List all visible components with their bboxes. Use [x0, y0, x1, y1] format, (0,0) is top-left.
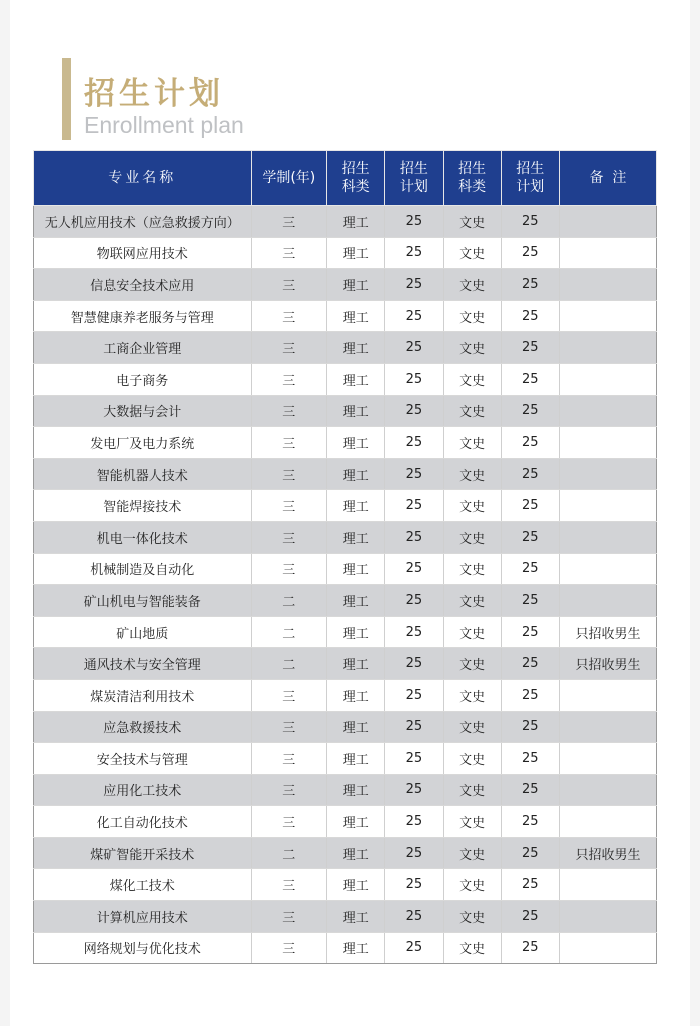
cell-remark: [559, 585, 656, 617]
cell-years: 三: [251, 774, 327, 806]
header-category-2: 招生 科类: [443, 151, 501, 206]
cell-years: 三: [251, 237, 327, 269]
cell-plan-2: 25: [501, 711, 559, 743]
table-row: [34, 679, 657, 711]
cell-remark: 只招收男生: [559, 648, 656, 680]
title-accent-bar: [62, 58, 71, 140]
cell-category-2: 文史: [443, 237, 501, 269]
cell-category-2: 文史: [443, 363, 501, 395]
cell-category-2: 文史: [443, 332, 501, 364]
cell-category-1: 理工: [327, 458, 385, 490]
cell-category-2: 文史: [443, 932, 501, 964]
page-title: 招生计划: [84, 76, 224, 112]
header-plan-2: 招生 计划: [501, 151, 559, 206]
cell-category-2: 文史: [443, 616, 501, 648]
cell-years: 三: [251, 395, 327, 427]
cell-major-name: 机械制造及自动化: [34, 553, 252, 585]
cell-category-2: 文史: [443, 458, 501, 490]
cell-plan-2: 25: [501, 521, 559, 553]
cell-plan-2: 25: [501, 743, 559, 775]
cell-years: 三: [251, 901, 327, 933]
cell-years: 三: [251, 458, 327, 490]
cell-category-1: 理工: [327, 648, 385, 680]
cell-major-name: 计算机应用技术: [34, 901, 252, 933]
cell-major-name: 发电厂及电力系统: [34, 427, 252, 459]
cell-category-2: 文史: [443, 869, 501, 901]
cell-major-name: 矿山机电与智能装备: [34, 585, 252, 617]
cell-plan-1: 25: [385, 901, 443, 933]
cell-plan-1: 25: [385, 616, 443, 648]
cell-years: 三: [251, 743, 327, 775]
table-row: [34, 806, 657, 838]
cell-plan-1: 25: [385, 206, 443, 238]
cell-years: 三: [251, 553, 327, 585]
table-row: [34, 774, 657, 806]
cell-plan-1: 25: [385, 648, 443, 680]
cell-category-2: 文史: [443, 490, 501, 522]
cell-major-name: 物联网应用技术: [34, 237, 252, 269]
table-body: [34, 206, 657, 964]
cell-plan-1: 25: [385, 837, 443, 869]
cell-category-1: 理工: [327, 553, 385, 585]
cell-plan-1: 25: [385, 553, 443, 585]
cell-plan-2: 25: [501, 300, 559, 332]
cell-plan-1: 25: [385, 458, 443, 490]
table-row: [34, 585, 657, 617]
cell-years: 三: [251, 869, 327, 901]
cell-category-2: 文史: [443, 521, 501, 553]
cell-remark: [559, 743, 656, 775]
cell-category-2: 文史: [443, 585, 501, 617]
cell-years: 三: [251, 932, 327, 964]
table-header: [34, 151, 657, 206]
cell-plan-2: 25: [501, 837, 559, 869]
cell-plan-1: 25: [385, 521, 443, 553]
cell-remark: [559, 427, 656, 459]
cell-major-name: 无人机应用技术（应急救援方向）: [34, 206, 252, 238]
cell-years: 三: [251, 490, 327, 522]
cell-major-name: 化工自动化技术: [34, 806, 252, 838]
cell-major-name: 矿山地质: [34, 616, 252, 648]
page: [10, 0, 690, 1026]
table-row: [34, 743, 657, 775]
cell-category-2: 文史: [443, 901, 501, 933]
cell-remark: [559, 711, 656, 743]
cell-category-1: 理工: [327, 521, 385, 553]
cell-category-1: 理工: [327, 806, 385, 838]
table-row: [34, 300, 657, 332]
cell-years: 三: [251, 679, 327, 711]
table-row: [34, 553, 657, 585]
cell-category-1: 理工: [327, 300, 385, 332]
cell-category-1: 理工: [327, 395, 385, 427]
table-row: [34, 837, 657, 869]
cell-plan-1: 25: [385, 332, 443, 364]
cell-category-1: 理工: [327, 743, 385, 775]
cell-years: 二: [251, 585, 327, 617]
cell-major-name: 网络规划与优化技术: [34, 932, 252, 964]
cell-category-2: 文史: [443, 679, 501, 711]
header-remark: 备 注: [559, 151, 656, 206]
cell-plan-2: 25: [501, 901, 559, 933]
table-row: [34, 363, 657, 395]
cell-major-name: 工商企业管理: [34, 332, 252, 364]
cell-remark: [559, 237, 656, 269]
table-row: [34, 427, 657, 459]
cell-category-1: 理工: [327, 616, 385, 648]
cell-major-name: 煤炭清洁利用技术: [34, 679, 252, 711]
cell-category-2: 文史: [443, 427, 501, 459]
cell-major-name: 电子商务: [34, 363, 252, 395]
cell-major-name: 通风技术与安全管理: [34, 648, 252, 680]
cell-remark: 只招收男生: [559, 616, 656, 648]
cell-plan-1: 25: [385, 679, 443, 711]
cell-years: 三: [251, 521, 327, 553]
cell-major-name: 机电一体化技术: [34, 521, 252, 553]
cell-years: 三: [251, 711, 327, 743]
cell-remark: [559, 869, 656, 901]
cell-years: 二: [251, 837, 327, 869]
cell-category-2: 文史: [443, 300, 501, 332]
cell-major-name: 安全技术与管理: [34, 743, 252, 775]
cell-category-2: 文史: [443, 743, 501, 775]
cell-plan-2: 25: [501, 806, 559, 838]
cell-years: 三: [251, 300, 327, 332]
cell-category-1: 理工: [327, 837, 385, 869]
cell-plan-2: 25: [501, 490, 559, 522]
cell-plan-2: 25: [501, 206, 559, 238]
table-row: [34, 395, 657, 427]
page-subtitle: Enrollment plan: [84, 112, 244, 138]
cell-remark: [559, 490, 656, 522]
cell-plan-2: 25: [501, 269, 559, 301]
cell-major-name: 应急救援技术: [34, 711, 252, 743]
cell-category-1: 理工: [327, 332, 385, 364]
table-row: [34, 648, 657, 680]
cell-category-1: 理工: [327, 932, 385, 964]
cell-category-2: 文史: [443, 395, 501, 427]
cell-plan-1: 25: [385, 395, 443, 427]
cell-remark: 只招收男生: [559, 837, 656, 869]
header-major-name: 专业名称: [34, 151, 252, 206]
cell-plan-1: 25: [385, 427, 443, 459]
cell-remark: [559, 206, 656, 238]
cell-remark: [559, 901, 656, 933]
cell-years: 三: [251, 363, 327, 395]
cell-remark: [559, 332, 656, 364]
cell-category-1: 理工: [327, 363, 385, 395]
cell-remark: [559, 521, 656, 553]
table-row: [34, 237, 657, 269]
cell-years: 三: [251, 269, 327, 301]
enrollment-table: [33, 150, 657, 964]
cell-category-1: 理工: [327, 869, 385, 901]
cell-plan-2: 25: [501, 395, 559, 427]
cell-plan-1: 25: [385, 490, 443, 522]
table-row: [34, 869, 657, 901]
table-row: [34, 901, 657, 933]
cell-category-2: 文史: [443, 774, 501, 806]
header-plan-1: 招生 计划: [385, 151, 443, 206]
cell-remark: [559, 932, 656, 964]
cell-category-1: 理工: [327, 206, 385, 238]
cell-major-name: 煤化工技术: [34, 869, 252, 901]
cell-category-1: 理工: [327, 427, 385, 459]
cell-years: 二: [251, 648, 327, 680]
cell-remark: [559, 269, 656, 301]
cell-category-2: 文史: [443, 269, 501, 301]
cell-remark: [559, 363, 656, 395]
cell-plan-1: 25: [385, 774, 443, 806]
cell-remark: [559, 553, 656, 585]
cell-category-2: 文史: [443, 553, 501, 585]
cell-plan-1: 25: [385, 585, 443, 617]
cell-major-name: 大数据与会计: [34, 395, 252, 427]
cell-plan-1: 25: [385, 269, 443, 301]
cell-plan-2: 25: [501, 869, 559, 901]
cell-plan-2: 25: [501, 774, 559, 806]
cell-years: 三: [251, 332, 327, 364]
cell-plan-1: 25: [385, 711, 443, 743]
cell-plan-2: 25: [501, 553, 559, 585]
header-category-1: 招生 科类: [327, 151, 385, 206]
cell-major-name: 应用化工技术: [34, 774, 252, 806]
cell-years: 二: [251, 616, 327, 648]
table-row: [34, 616, 657, 648]
cell-category-1: 理工: [327, 585, 385, 617]
cell-category-1: 理工: [327, 711, 385, 743]
table-row: [34, 206, 657, 238]
cell-plan-1: 25: [385, 869, 443, 901]
cell-major-name: 智慧健康养老服务与管理: [34, 300, 252, 332]
cell-plan-2: 25: [501, 458, 559, 490]
cell-remark: [559, 806, 656, 838]
cell-remark: [559, 679, 656, 711]
cell-plan-1: 25: [385, 237, 443, 269]
cell-category-2: 文史: [443, 711, 501, 743]
table-row: [34, 932, 657, 964]
cell-plan-1: 25: [385, 743, 443, 775]
header-years: 学制(年): [251, 151, 327, 206]
cell-plan-2: 25: [501, 932, 559, 964]
cell-remark: [559, 300, 656, 332]
cell-years: 三: [251, 206, 327, 238]
cell-plan-2: 25: [501, 332, 559, 364]
cell-category-1: 理工: [327, 237, 385, 269]
cell-plan-1: 25: [385, 806, 443, 838]
cell-category-2: 文史: [443, 837, 501, 869]
cell-plan-2: 25: [501, 616, 559, 648]
table-row: [34, 269, 657, 301]
cell-category-1: 理工: [327, 774, 385, 806]
cell-category-1: 理工: [327, 679, 385, 711]
cell-plan-2: 25: [501, 679, 559, 711]
cell-plan-2: 25: [501, 363, 559, 395]
cell-category-1: 理工: [327, 269, 385, 301]
cell-category-1: 理工: [327, 490, 385, 522]
cell-plan-1: 25: [385, 932, 443, 964]
cell-plan-2: 25: [501, 585, 559, 617]
table-row: [34, 521, 657, 553]
table-row: [34, 458, 657, 490]
cell-category-2: 文史: [443, 648, 501, 680]
cell-category-1: 理工: [327, 901, 385, 933]
cell-major-name: 煤矿智能开采技术: [34, 837, 252, 869]
table-row: [34, 711, 657, 743]
cell-remark: [559, 458, 656, 490]
cell-remark: [559, 395, 656, 427]
cell-plan-2: 25: [501, 237, 559, 269]
cell-major-name: 智能机器人技术: [34, 458, 252, 490]
cell-years: 三: [251, 427, 327, 459]
cell-plan-1: 25: [385, 300, 443, 332]
table-row: [34, 490, 657, 522]
cell-plan-2: 25: [501, 427, 559, 459]
table-row: [34, 332, 657, 364]
cell-remark: [559, 774, 656, 806]
cell-years: 三: [251, 806, 327, 838]
cell-plan-1: 25: [385, 363, 443, 395]
cell-category-2: 文史: [443, 806, 501, 838]
cell-category-2: 文史: [443, 206, 501, 238]
cell-major-name: 信息安全技术应用: [34, 269, 252, 301]
cell-plan-2: 25: [501, 648, 559, 680]
cell-major-name: 智能焊接技术: [34, 490, 252, 522]
